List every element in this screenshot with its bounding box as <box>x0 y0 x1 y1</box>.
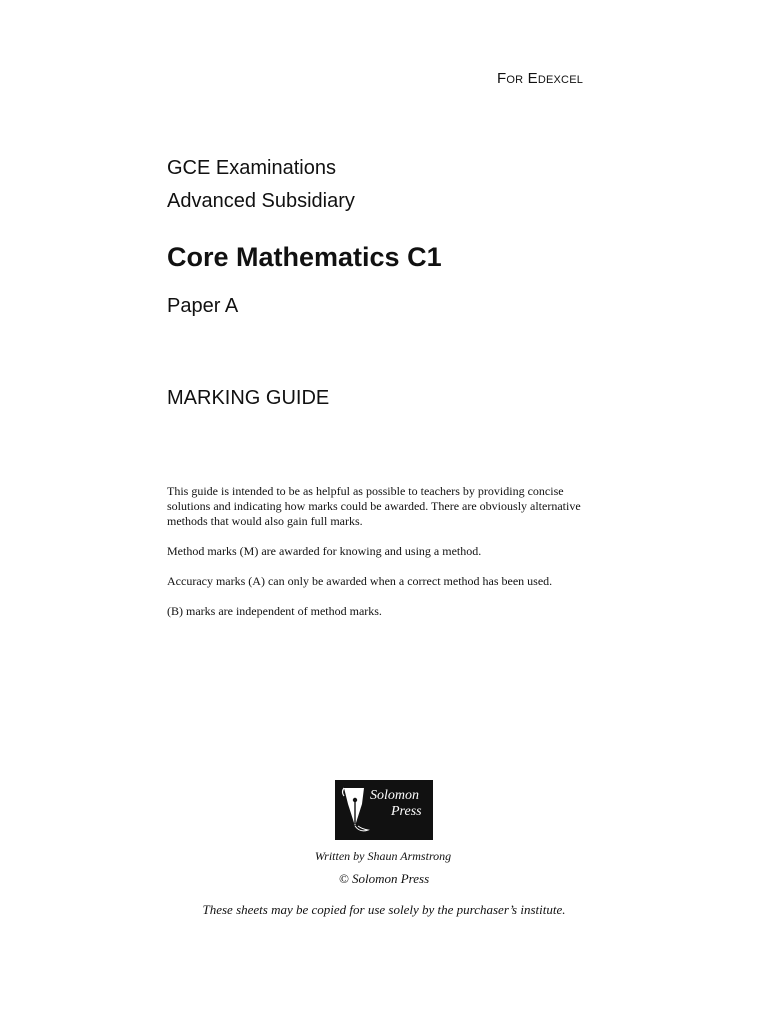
level-line: Advanced Subsidiary <box>167 190 355 212</box>
method-marks-paragraph: Method marks (M) are awarded for knowing and using a method. <box>167 544 482 558</box>
accuracy-marks-paragraph: Accuracy marks (A) can only be awarded when a correct method has been used. <box>167 574 553 588</box>
logo-text-press: Press <box>391 804 422 819</box>
guide-intro-text <box>167 484 607 634</box>
paper-label: Paper A <box>167 295 239 317</box>
marking-guide-heading: MARKING GUIDE <box>167 387 330 409</box>
page-title: Core Mathematics C1 <box>167 242 442 272</box>
author-credit: Written by Shaun Armstrong <box>314 849 452 863</box>
fountain-pen-nib-icon <box>340 786 370 836</box>
copying-permission-note: These sheets may be copied for use solely by the purchaser’s institute. <box>202 902 566 917</box>
logo-text-solomon: Solomon <box>370 788 419 803</box>
b-marks-paragraph: (B) marks are independent of method marks. <box>167 604 382 618</box>
title-block <box>167 155 442 411</box>
solomon-press-logo <box>335 780 433 840</box>
exam-board-label: For Edexcel <box>497 70 584 87</box>
copyright-notice: © Solomon Press <box>338 871 430 886</box>
intro-paragraph: This guide is intended to be as helpful as possible to teachers by providing concise solutions and indicating how marks could be awarded. There are obviously alternative methods that would also gain full marks. <box>167 484 581 528</box>
exam-type-line: GCE Examinations <box>167 157 336 179</box>
